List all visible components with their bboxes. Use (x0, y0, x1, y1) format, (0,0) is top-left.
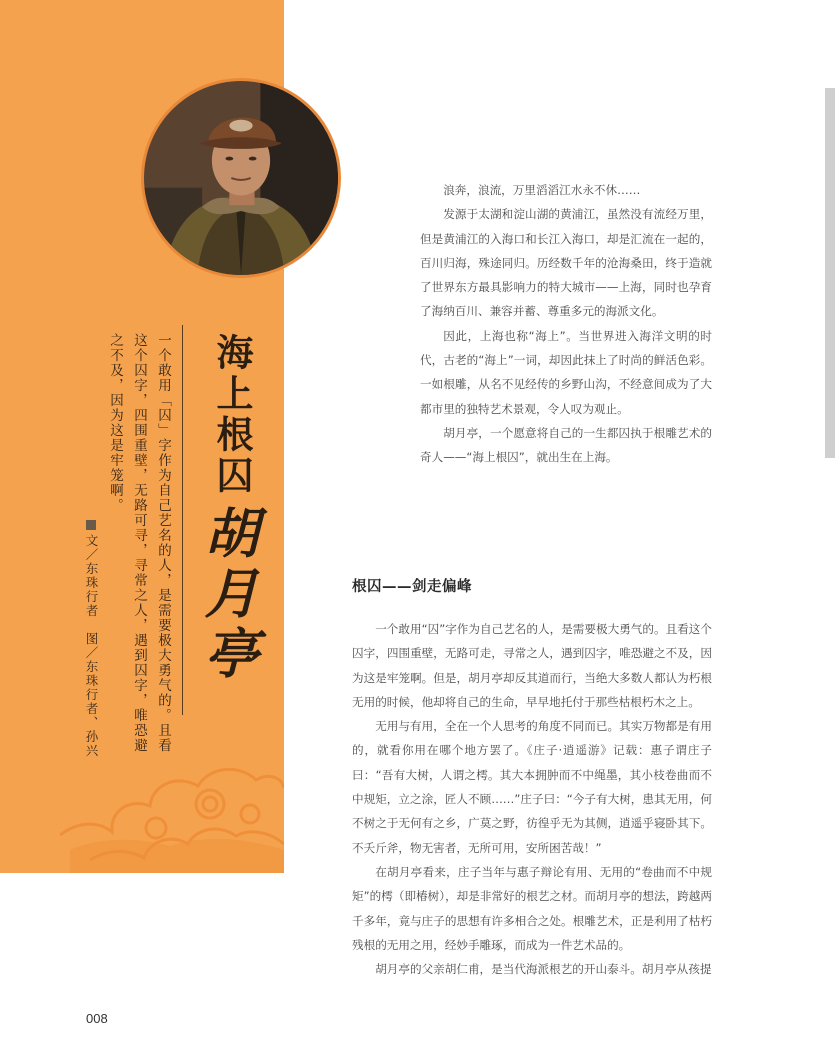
subject-name: 胡月亭 (196, 505, 260, 685)
paragraph: 浪奔，浪流，万里滔滔江水永不休…… (443, 183, 641, 197)
intro-text: 一个敢用「囚」字作为自己艺名的人，是需要极大勇气的。且看这个囚字，四围重壁，无路可寻，寻常之人，遇到囚字，唯恐避之不及，因为这是牢笼啊。 (107, 333, 171, 753)
paragraph: 胡月亭，一个愿意将自己的一生都囚执于根雕艺术的奇人——“海上根囚”，就出生在上海。 (420, 425, 712, 465)
section-heading: 根囚——剑走偏峰 (352, 579, 472, 595)
paragraph: 胡月亭的父亲胡仁甫，是当代海派根艺的开山泰斗。胡月亭从孩提 (375, 962, 712, 977)
page-number: 008 (86, 1011, 108, 1026)
paragraph: 一个敢用“囚”字作为自己艺名的人，是需要极大勇气的。且看这个囚字，四围重壁，无路可走，寻常之人，遇到囚字，唯恐避之不及，因为这是牢笼啊。但是，胡月亭却反其道而行，当绝大多数人都认为朽根无用的时候，他却将自己的生命，早早地托付于那些枯根朽木之上。 (352, 622, 712, 709)
section-body (352, 617, 712, 981)
author-portrait (141, 78, 341, 278)
paragraph: 因此，上海也称“海上”。当世界进入海洋文明的时代，古老的“海上”一词，却因此抹上了时尚的鲜活色彩。一如根雕，从名不见经传的乡野山沟，不经意间成为了大都市里的独特艺术景观，令人叹为观止。 (420, 328, 712, 416)
paragraph: 在胡月亭看来，庄子当年与惠子辩论有用、无用的“卷曲而不中规矩”的樗（即椿树），却是非常好的根艺之材。而胡月亭的想法，跨越两千多年，竟与庄子的思想有许多相合之处。根雕艺术，正是利用了枯朽残根的无用之用，经妙手雕琢，而成为一件艺术品的。 (352, 864, 712, 952)
opening-paragraphs (420, 178, 712, 470)
credit-square-icon (86, 520, 96, 530)
credit-line (78, 520, 100, 758)
scrollbar[interactable] (825, 88, 835, 458)
title-divider (182, 325, 183, 715)
paragraph: 发源于太湖和淀山湖的黄浦江，虽然没有流经万里，但是黄浦江的入海口和长江入海口，却是汇流在一起的，百川归海，殊途同归。历经数千年的沧海桑田，终于造就了世界东方最具影响力的特大城市——上海，同时也孕育了海纳百川、兼容并蓄、尊重多元的海派文化。 (420, 207, 712, 319)
credit-text: 文／东珠行者 图／东珠行者、孙兴 (84, 534, 99, 758)
cloud-ornament-icon (60, 740, 284, 873)
paragraph: 无用与有用，全在一个人思考的角度不同而已。其实万物都是有用的，就看你用在哪个地方罢了。《庄子·逍遥游》记载：惠子谓庄子曰：“吾有大树，人谓之樗。其大本拥肿而不中绳墨，其小枝卷曲而不中规矩，立之涂，匠人不顾……”庄子曰：“今子有大树，患其无用，何不树之于无何有之乡，广莫之野，彷徨乎无为其侧，逍遥乎寝卧其下。不夭斤斧，物无害者，无所可用，安所困苦哉！” (352, 719, 712, 855)
portrait-photo (144, 81, 338, 275)
article-title: 海上根囚 (210, 333, 254, 497)
